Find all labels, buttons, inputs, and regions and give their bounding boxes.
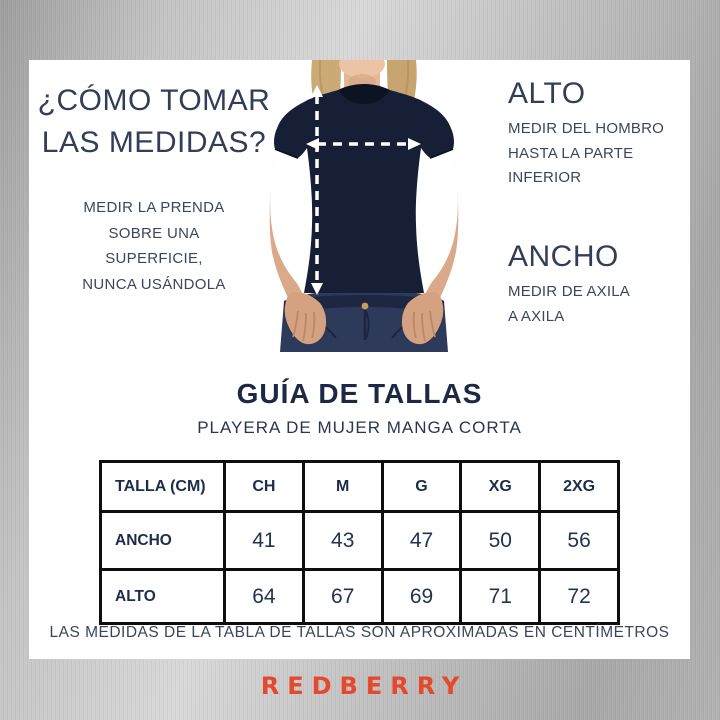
alto-description-line: HASTA LA PARTE xyxy=(508,144,634,162)
size-guide-subtitle: PLAYERA DE MUJER MANGA CORTA xyxy=(197,418,522,437)
brand-logo: REDBERRY xyxy=(260,672,468,700)
how-to-section xyxy=(33,60,275,297)
size-table-cell: 43 xyxy=(303,512,382,570)
how-to-title-line: ¿CÓMO TOMAR xyxy=(37,84,271,117)
size-table-header-cell: TALLA (CM) xyxy=(101,462,225,512)
size-table-header-cell: M xyxy=(303,462,382,512)
ancho-description-line: MEDIR DE AXILA xyxy=(508,283,631,300)
size-table-row-alto xyxy=(101,570,619,624)
size-table-header-cell: XG xyxy=(461,462,540,512)
alto-label: ALTO xyxy=(508,77,586,110)
measuring-note xyxy=(33,195,275,297)
size-table-footnote: LAS MEDIDAS DE LA TABLA DE TALLAS SON APROXIMADAS EN CENTÍMETROS xyxy=(49,624,670,641)
size-table-cell: 69 xyxy=(382,570,461,624)
alto-measure-block xyxy=(508,74,690,191)
model-photo-figure xyxy=(240,60,490,363)
size-table-cell: 71 xyxy=(461,570,540,624)
size-table-cell: 50 xyxy=(461,512,540,570)
measuring-note-line: SUPERFICIE, xyxy=(105,250,203,267)
size-table-cell: 47 xyxy=(382,512,461,570)
jeans-button xyxy=(362,303,369,310)
size-table-row-ancho xyxy=(101,512,619,570)
measuring-note-line: MEDIR LA PRENDA xyxy=(83,199,225,216)
how-to-title xyxy=(33,80,275,164)
size-table-header-cell: G xyxy=(382,462,461,512)
ancho-label: ANCHO xyxy=(508,240,619,273)
measuring-note-line: NUNCA USÁNDOLA xyxy=(82,275,226,293)
size-table-header-row xyxy=(101,462,619,512)
size-table-cell: 64 xyxy=(225,570,304,624)
measuring-note-line: SOBRE UNA xyxy=(108,224,200,242)
tshirt xyxy=(274,84,454,293)
alto-description xyxy=(508,117,690,191)
ancho-description xyxy=(508,280,690,329)
size-table xyxy=(99,460,620,625)
size-table-row-label: ALTO xyxy=(101,570,225,624)
ancho-description-line: A AXILA xyxy=(508,307,565,325)
how-to-title-line: LAS MEDIDAS? xyxy=(41,126,267,159)
size-table-cell: 67 xyxy=(303,570,382,624)
alto-description-line: INFERIOR xyxy=(508,169,582,186)
size-guide-card xyxy=(29,60,690,659)
size-table-header-cell: 2XG xyxy=(540,462,619,512)
alto-description-line: MEDIR DEL HOMBRO xyxy=(508,120,664,137)
size-table-header-cell: CH xyxy=(225,462,304,512)
size-table-cell: 72 xyxy=(540,570,619,624)
ancho-measure-block xyxy=(508,237,690,329)
size-table-cell: 56 xyxy=(540,512,619,570)
size-table-row-label: ANCHO xyxy=(101,512,225,570)
size-guide-title: GUÍA DE TALLAS xyxy=(236,378,483,409)
size-table-cell: 41 xyxy=(225,512,304,570)
